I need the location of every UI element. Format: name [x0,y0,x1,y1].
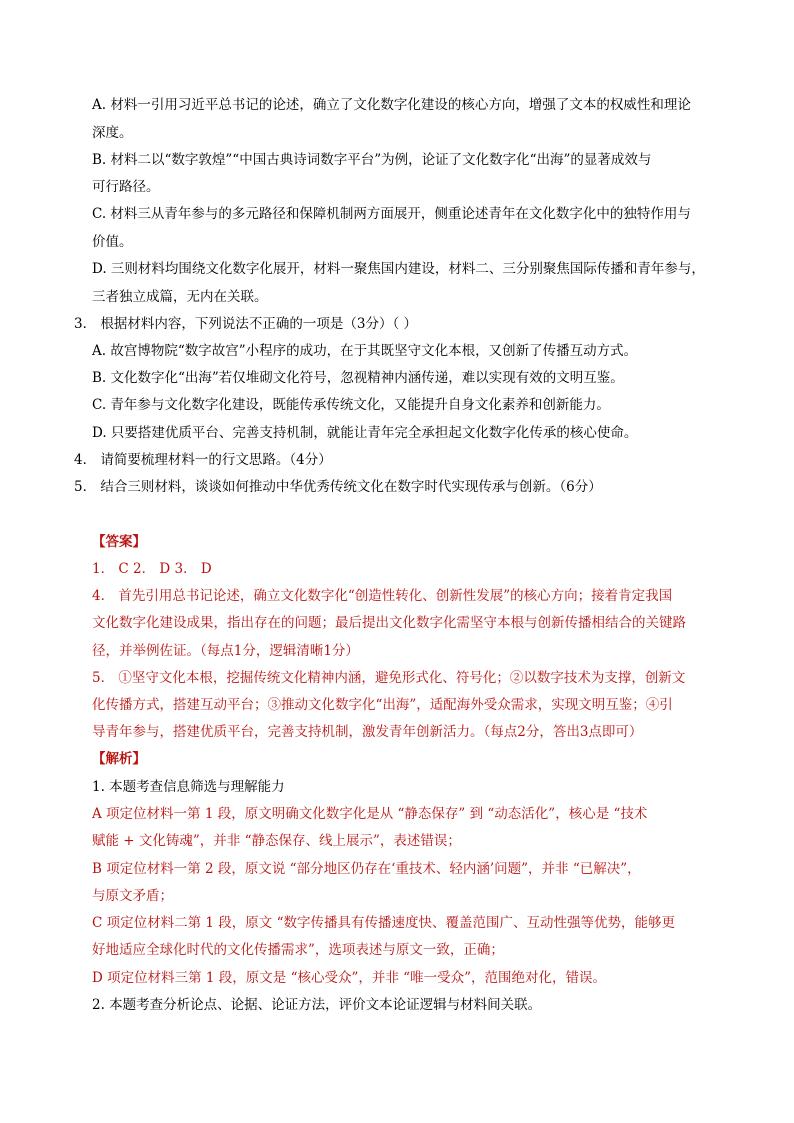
q3-option-b: B. 文化数字化“出海”若仅堆砌文化符号，忽视精神内涵传递，难以实现有效的文明互鉴。 [92,370,624,386]
q2-option-c-line2: 价值。 [92,234,133,250]
answer4-line1: 4． 首先引用总书记论述，确立文化数字化“创造性转化、创新性发展”的核心方向；接着肯定我国 [92,588,673,604]
q2-option-d-line1: D. 三则材料均围绕文化数字化展开，材料一聚焦国内建设，材料二、三分别聚焦国际传播和青年参与， [92,261,705,277]
analysis1-line7: D 项定位材料三第 1 段，原文是 “核心受众”，并非 “唯一受众”，范围绝对化，错误。 [92,970,606,986]
q2-option-c-line1: C. 材料三从青年参与的多元路径和保障机制两方面展开，侧重论述青年在文化数字化中的独特作用与 [92,206,691,222]
q3-stem: 3． 根据材料内容，下列说法不正确的一项是（3分）（ ） [74,316,418,332]
answers-short: 1． C 2． D 3． D [92,561,212,577]
q3-option-a: A. 故宫博物院“数字故宫”小程序的成功，在于其既坚守文化本根，又创新了传播互动方式。 [92,343,638,359]
analysis2-title: 2. 本题考查分析论点、论据、论证方法，评价文本论证逻辑与材料间关联。 [92,997,542,1013]
analysis1-line4: 与原文矛盾； [92,888,173,904]
q3-option-c: C. 青年参与文化数字化建设，既能传承传统文化，又能提升自身文化素养和创新能力。 [92,397,610,413]
analysis-heading: 【解析】 [92,751,146,767]
analysis1-line1: A 项定位材料一第 1 段，原文明确文化数字化是从 “静态保存” 到 “动态活化”，核心是 “技术 [92,806,648,822]
q2-option-d-line2: 三者独立成篇，无内在关联。 [92,289,268,305]
analysis1-line5: C 项定位材料二第 1 段，原文 “数字传播具有传播速度快、覆盖范围广、互动性强等优势，能够更 [92,915,675,931]
analysis1-line3: B 项定位材料一第 2 段，原文说 “部分地区仍存在‘重技术、轻内涵’问题”，并非 “已解决”， [92,861,641,877]
q2-option-b-line2: 可行路径。 [92,179,160,195]
answer4-line2: 文化数字化建设成果，指出存在的问题；最后提出文化数字化需坚守本根与创新传播相结合的关键路 [92,615,686,631]
q2-option-a-line1: A. 材料一引用习近平总书记的论述，确立了文化数字化建设的核心方向，增强了文本的权威性和理论 [92,97,691,113]
q4-stem: 4． 请简要梳理材料一的行文思路。（4分） [74,452,332,468]
answer-heading: 【答案】 [92,534,146,550]
answer4-line3: 径，并举例佐证。（每点1分，逻辑清晰1分） [92,643,359,659]
answer5-line3: 导青年参与，搭建优质平台，完善支持机制，激发青年创新活力。（每点2分，答出3点即可） [92,724,643,740]
q3-option-d: D. 只要搭建优质平台、完善支持机制，就能让青年完全承担起文化数字化传承的核心使命。 [92,425,638,441]
analysis1-title: 1. 本题考查信息筛选与理解能力 [92,779,285,795]
q5-stem: 5． 结合三则材料，谈谈如何推动中华优秀传统文化在数字时代实现传承与创新。（6分） [74,479,602,495]
answer5-line1: 5． ①坚守文化本根，挖掘传统文化精神内涵，避免形式化、符号化；②以数字技术为支撑，创新文 [92,670,686,686]
answer5-line2: 化传播方式，搭建互动平台；③推动文化数字化“出海”，适配海外受众需求，实现文明互鉴；④引 [92,697,673,713]
analysis1-line2: 赋能 + 文化铸魂”，并非 “静态保存、线上展示”，表述错误； [92,833,461,849]
q2-option-b-line1: B. 材料二以“数字敦煌”“中国古典诗词数字平台”为例，论证了文化数字化“出海”的显著成效与 [92,152,652,168]
q2-option-a-line2: 深度。 [92,125,133,141]
analysis1-line6: 好地适应全球化时代的文化传播需求”，选项表述与原文一致，正确； [92,942,504,958]
